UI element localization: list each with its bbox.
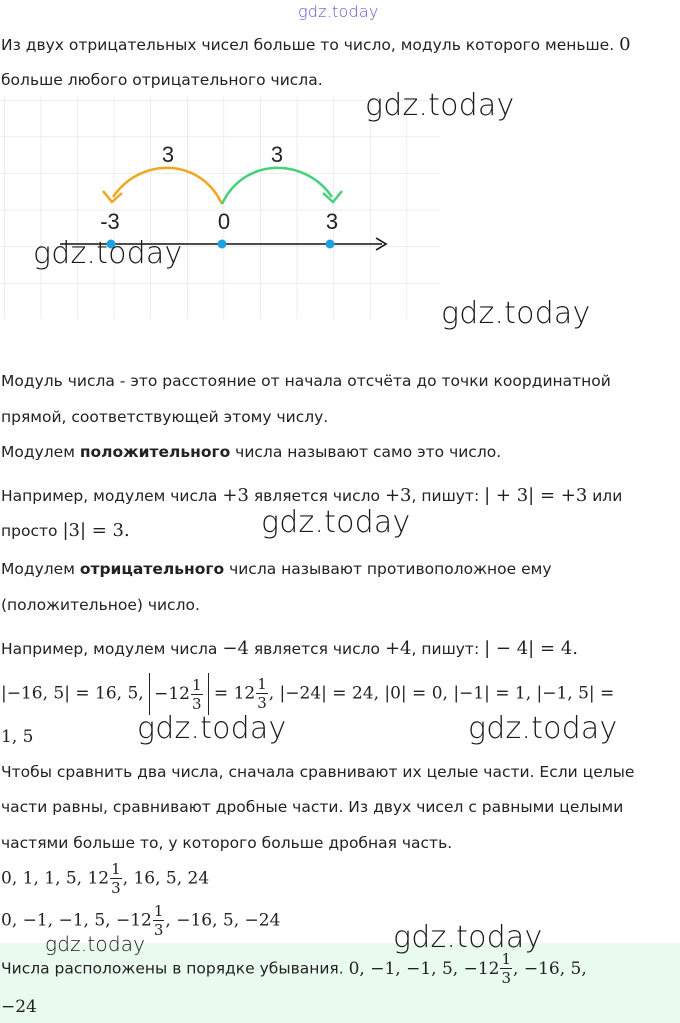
answer-math <box>348 950 587 987</box>
answer-frac-num: 1 <box>501 950 512 968</box>
p4-pre: Например, модулем числа <box>1 487 218 505</box>
p4-mid: является число <box>253 487 381 505</box>
watermark: gdz.today <box>441 296 591 331</box>
negative-modulus-rule-line2: (положительное) число. <box>1 596 200 614</box>
point-label-minus-3: -3 <box>100 209 120 234</box>
p4-mid2: , пишут: <box>411 487 480 505</box>
p4-math3: | + 3| = +3 <box>484 485 588 506</box>
p5-pre: Модулем <box>1 560 75 578</box>
answer-math-post: , −16, 5, <box>513 958 587 979</box>
p6-mid: является число <box>253 640 381 658</box>
watermark: gdz.today <box>365 88 515 123</box>
modulus-examples-equation-line2: 1, 5 <box>1 727 34 747</box>
p6-math1: −4 <box>222 638 249 659</box>
p6-math2: +4 <box>384 638 412 659</box>
answer-frac-den: 3 <box>501 969 512 987</box>
p3-bold: положительного <box>79 443 231 461</box>
grid-background <box>0 97 440 319</box>
watermark: gdz.today <box>393 920 543 955</box>
p4-math1: +3 <box>222 485 249 506</box>
p4-math2: +3 <box>384 485 412 506</box>
eq2-fraction <box>110 862 122 896</box>
watermark-top: gdz.today <box>298 2 379 21</box>
p3-post: числа называют само это число. <box>235 443 502 461</box>
moduli-list-equation <box>1 862 209 896</box>
p1-text: Из двух отрицательных чисел больше то число, модуль которого меньше. <box>1 36 615 54</box>
eq1-abs-fraction <box>149 673 208 715</box>
point-label-3: 3 <box>325 209 339 234</box>
watermark: gdz.today <box>33 236 183 271</box>
eq2-post: , 16, 5, 24 <box>122 868 210 889</box>
positive-modulus-rule <box>1 443 501 461</box>
modulus-examples-equation <box>1 673 614 715</box>
compare-rule-line1: Чтобы сравнить два числа, сначала сравнивают их целые части. Если целые <box>1 763 635 781</box>
eq2-frac-num: 1 <box>111 860 121 878</box>
arc-left-label: 3 <box>161 142 175 167</box>
p6-math3: | − 4| = 4. <box>484 638 578 659</box>
compare-rule-line3: частями больше то, у которого больше дробная часть. <box>1 834 453 852</box>
answer-fraction <box>500 952 512 986</box>
eq1-fraction <box>191 675 203 713</box>
eq1-frac-den: 3 <box>191 694 202 713</box>
positive-example-line1 <box>1 485 622 506</box>
watermark: gdz.today <box>261 505 411 540</box>
answer-line2: −24 <box>1 997 37 1017</box>
eq3-fraction <box>153 904 165 938</box>
eq3-post: , −16, 5, −24 <box>165 910 281 931</box>
eq1-frac2-den: 3 <box>257 694 267 712</box>
answer-text: Числа расположены в порядке убывания. <box>1 959 344 978</box>
eq2-pre: 0, 1, 1, 5, 12 <box>1 868 110 889</box>
eq1-a: |−16, 5| = 16, 5, <box>1 683 144 704</box>
number-line-figure <box>0 97 440 319</box>
answer-math-pre: 0, −1, −1, 5, −12 <box>348 958 500 979</box>
eq1-fraction2 <box>256 677 268 711</box>
negative-example <box>1 638 578 659</box>
p4-math4: |3| = 3. <box>62 520 130 541</box>
p4-post: или <box>592 487 623 505</box>
point-3 <box>326 240 335 249</box>
point-label-0: 0 <box>217 209 231 234</box>
negative-modulus-rule <box>1 560 552 578</box>
eq1-frac2-num: 1 <box>257 675 267 693</box>
eq1-b-mid: = 12 <box>213 683 256 704</box>
number-line-svg <box>0 97 440 319</box>
eq1-frac-num: 1 <box>191 675 202 694</box>
eq2-frac-den: 3 <box>111 879 121 897</box>
p4-line2-pre: просто <box>1 522 58 540</box>
compare-rule-line2: части равны, сравнивают дробные части. Из двух чисел с равными целыми <box>1 798 624 816</box>
p6-pre: Например, модулем числа <box>1 640 218 658</box>
watermark: gdz.today <box>45 932 146 956</box>
arc-right-label: 3 <box>270 142 284 167</box>
eq1-c: , |−24| = 24, |0| = 0, |−1| = 1, |−1, 5| = <box>268 683 615 704</box>
modulus-definition-line1: Модуль числа - это расстояние от начала отсчёта до точки координатной <box>1 372 611 390</box>
modulus-definition-line2: прямой, соответствующей этому числу. <box>1 408 329 426</box>
point-0 <box>218 240 227 249</box>
eq1-b-pre: −12 <box>154 684 190 704</box>
watermark: gdz.today <box>137 711 287 746</box>
paragraph-negative-compare-line2: больше любого отрицательного числа. <box>1 71 323 89</box>
eq3-frac-den: 3 <box>153 921 164 939</box>
watermark: gdz.today <box>468 711 618 746</box>
p1-zero: 0 <box>619 34 631 55</box>
positive-example-line2 <box>1 520 130 541</box>
paragraph-negative-compare <box>1 34 631 55</box>
answer-line1 <box>1 952 587 986</box>
p5-post: числа называют противоположное ему <box>229 560 552 578</box>
p6-mid2: , пишут: <box>411 640 480 658</box>
eq3-pre: 0, −1, −1, 5, −12 <box>1 910 152 931</box>
eq3-frac-num: 1 <box>153 902 164 920</box>
p3-pre: Модулем <box>1 443 75 461</box>
p5-bold: отрицательного <box>79 560 225 578</box>
